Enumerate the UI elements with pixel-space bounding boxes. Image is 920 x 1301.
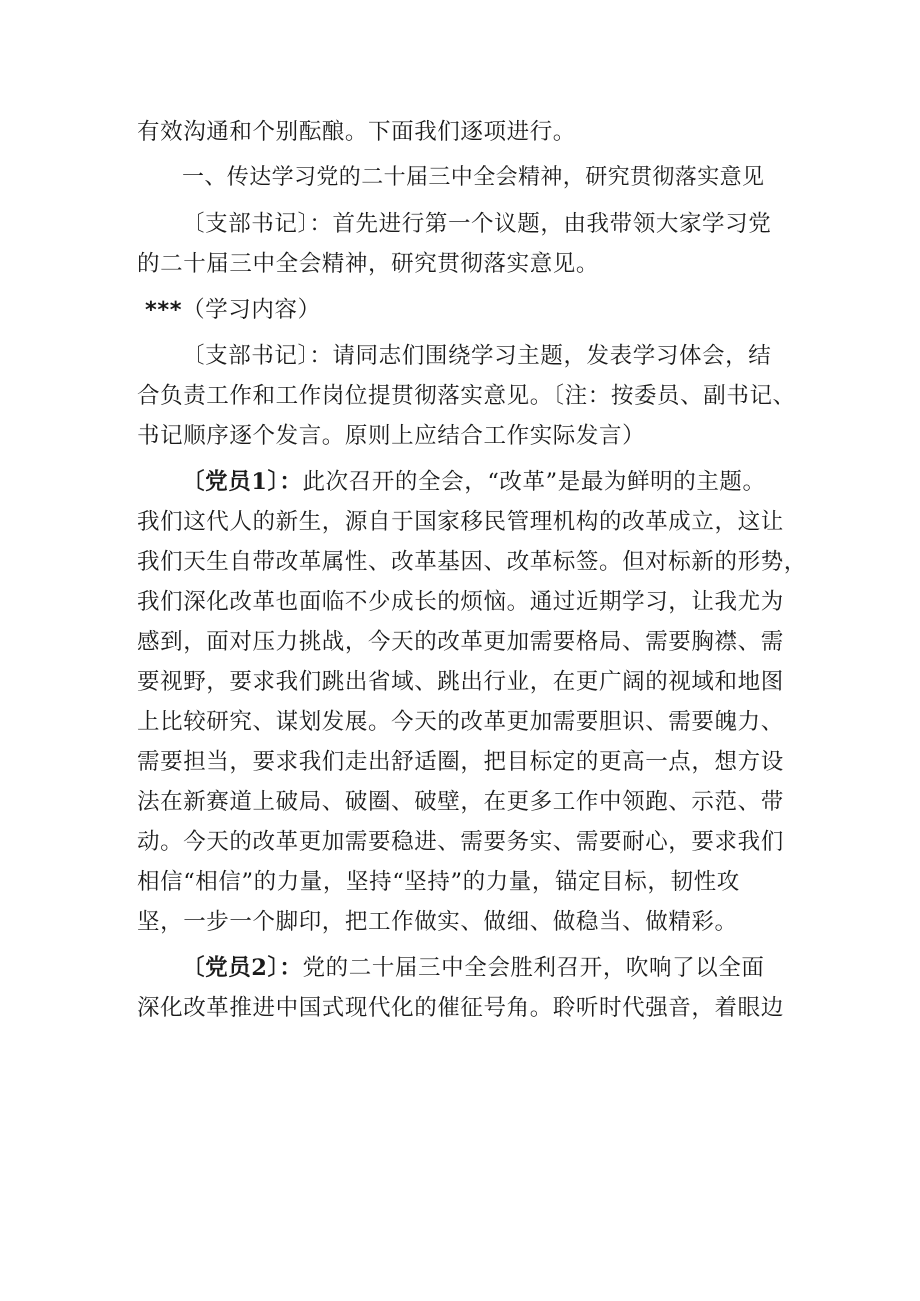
study-content-label: （学习内容）: [182, 297, 321, 323]
text-line: 动。今天的改革更加需要稳进、需要务实、需要耐心，要求我们: [137, 829, 784, 855]
speaker-label: 〔党员2〕：: [182, 955, 303, 981]
text-line: 相信“相信”的力量，坚持“坚持”的力量，锚定目标，韧性攻: [137, 869, 740, 895]
text-line: 需要担当，要求我们走出舒适圈，把目标定的更高一点，想方设: [137, 749, 784, 775]
text-line: 深化改革推进中国式现代化的催征号角。聆听时代强音，着眼边: [137, 995, 784, 1021]
paragraph-member-2: [137, 948, 797, 1028]
text-line: 〔支部书记〕：请同志们围绕学习主题，发表学习体会，结: [182, 343, 772, 369]
text-line: 书记顺序逐个发言。原则上应结合工作实际发言）: [137, 423, 646, 449]
text-line: 此次召开的全会，“改革”是最为鲜明的主题。: [302, 469, 766, 495]
text-line: 感到，面对压力挑战，今天的改革更加需要格局、需要胸襟、需: [137, 629, 784, 655]
paragraph-secretary-request: [137, 336, 797, 456]
placeholder-stars: ***: [145, 297, 183, 323]
section-heading: [137, 158, 797, 198]
text-line: 我们天生自带改革属性、改革基因、改革标签。但对标新的形势，: [137, 549, 807, 575]
text-line: 法在新赛道上破局、破圈、破壁，在更多工作中领跑、示范、带: [137, 789, 784, 815]
paragraph-study-content: [137, 290, 797, 330]
text-line: 我们深化改革也面临不少成长的烦恼。通过近期学习，让我尤为: [137, 589, 784, 615]
paragraph-member-1: [137, 462, 807, 942]
text-line: 〔支部书记〕：首先进行第一个议题，由我带领大家学习党: [182, 211, 772, 237]
text-line: 要视野，要求我们跳出省域、跳出行业，在更广阔的视域和地图: [137, 669, 784, 695]
text-line: 合负责工作和工作岗位提贯彻落实意见。〔注：按委员、副书记、: [137, 383, 796, 409]
text-line: 党的二十届三中全会胜利召开，吹响了以全面: [302, 955, 765, 981]
text-line: 有效沟通和个别酝酿。下面我们逐项进行。: [137, 119, 576, 145]
text-line: 上比较研究、谋划发展。今天的改革更加需要胆识、需要魄力、: [137, 709, 784, 735]
paragraph-intro: [137, 112, 797, 152]
heading-text: 一、传达学习党的二十届三中全会精神，研究贯彻落实意见: [182, 165, 765, 190]
document-body: [137, 112, 807, 1034]
speaker-label: 〔党员1〕：: [182, 469, 303, 495]
text-line: 的二十届三中全会精神，研究贯彻落实意见。: [137, 251, 600, 277]
text-line: 我们这代人的新生，源自于国家移民管理机构的改革成立，这让: [137, 509, 784, 535]
text-line: 坚，一步一个脚印，把工作做实、做细、做稳当、做精彩。: [137, 909, 738, 935]
paragraph-secretary-intro: [137, 204, 797, 284]
